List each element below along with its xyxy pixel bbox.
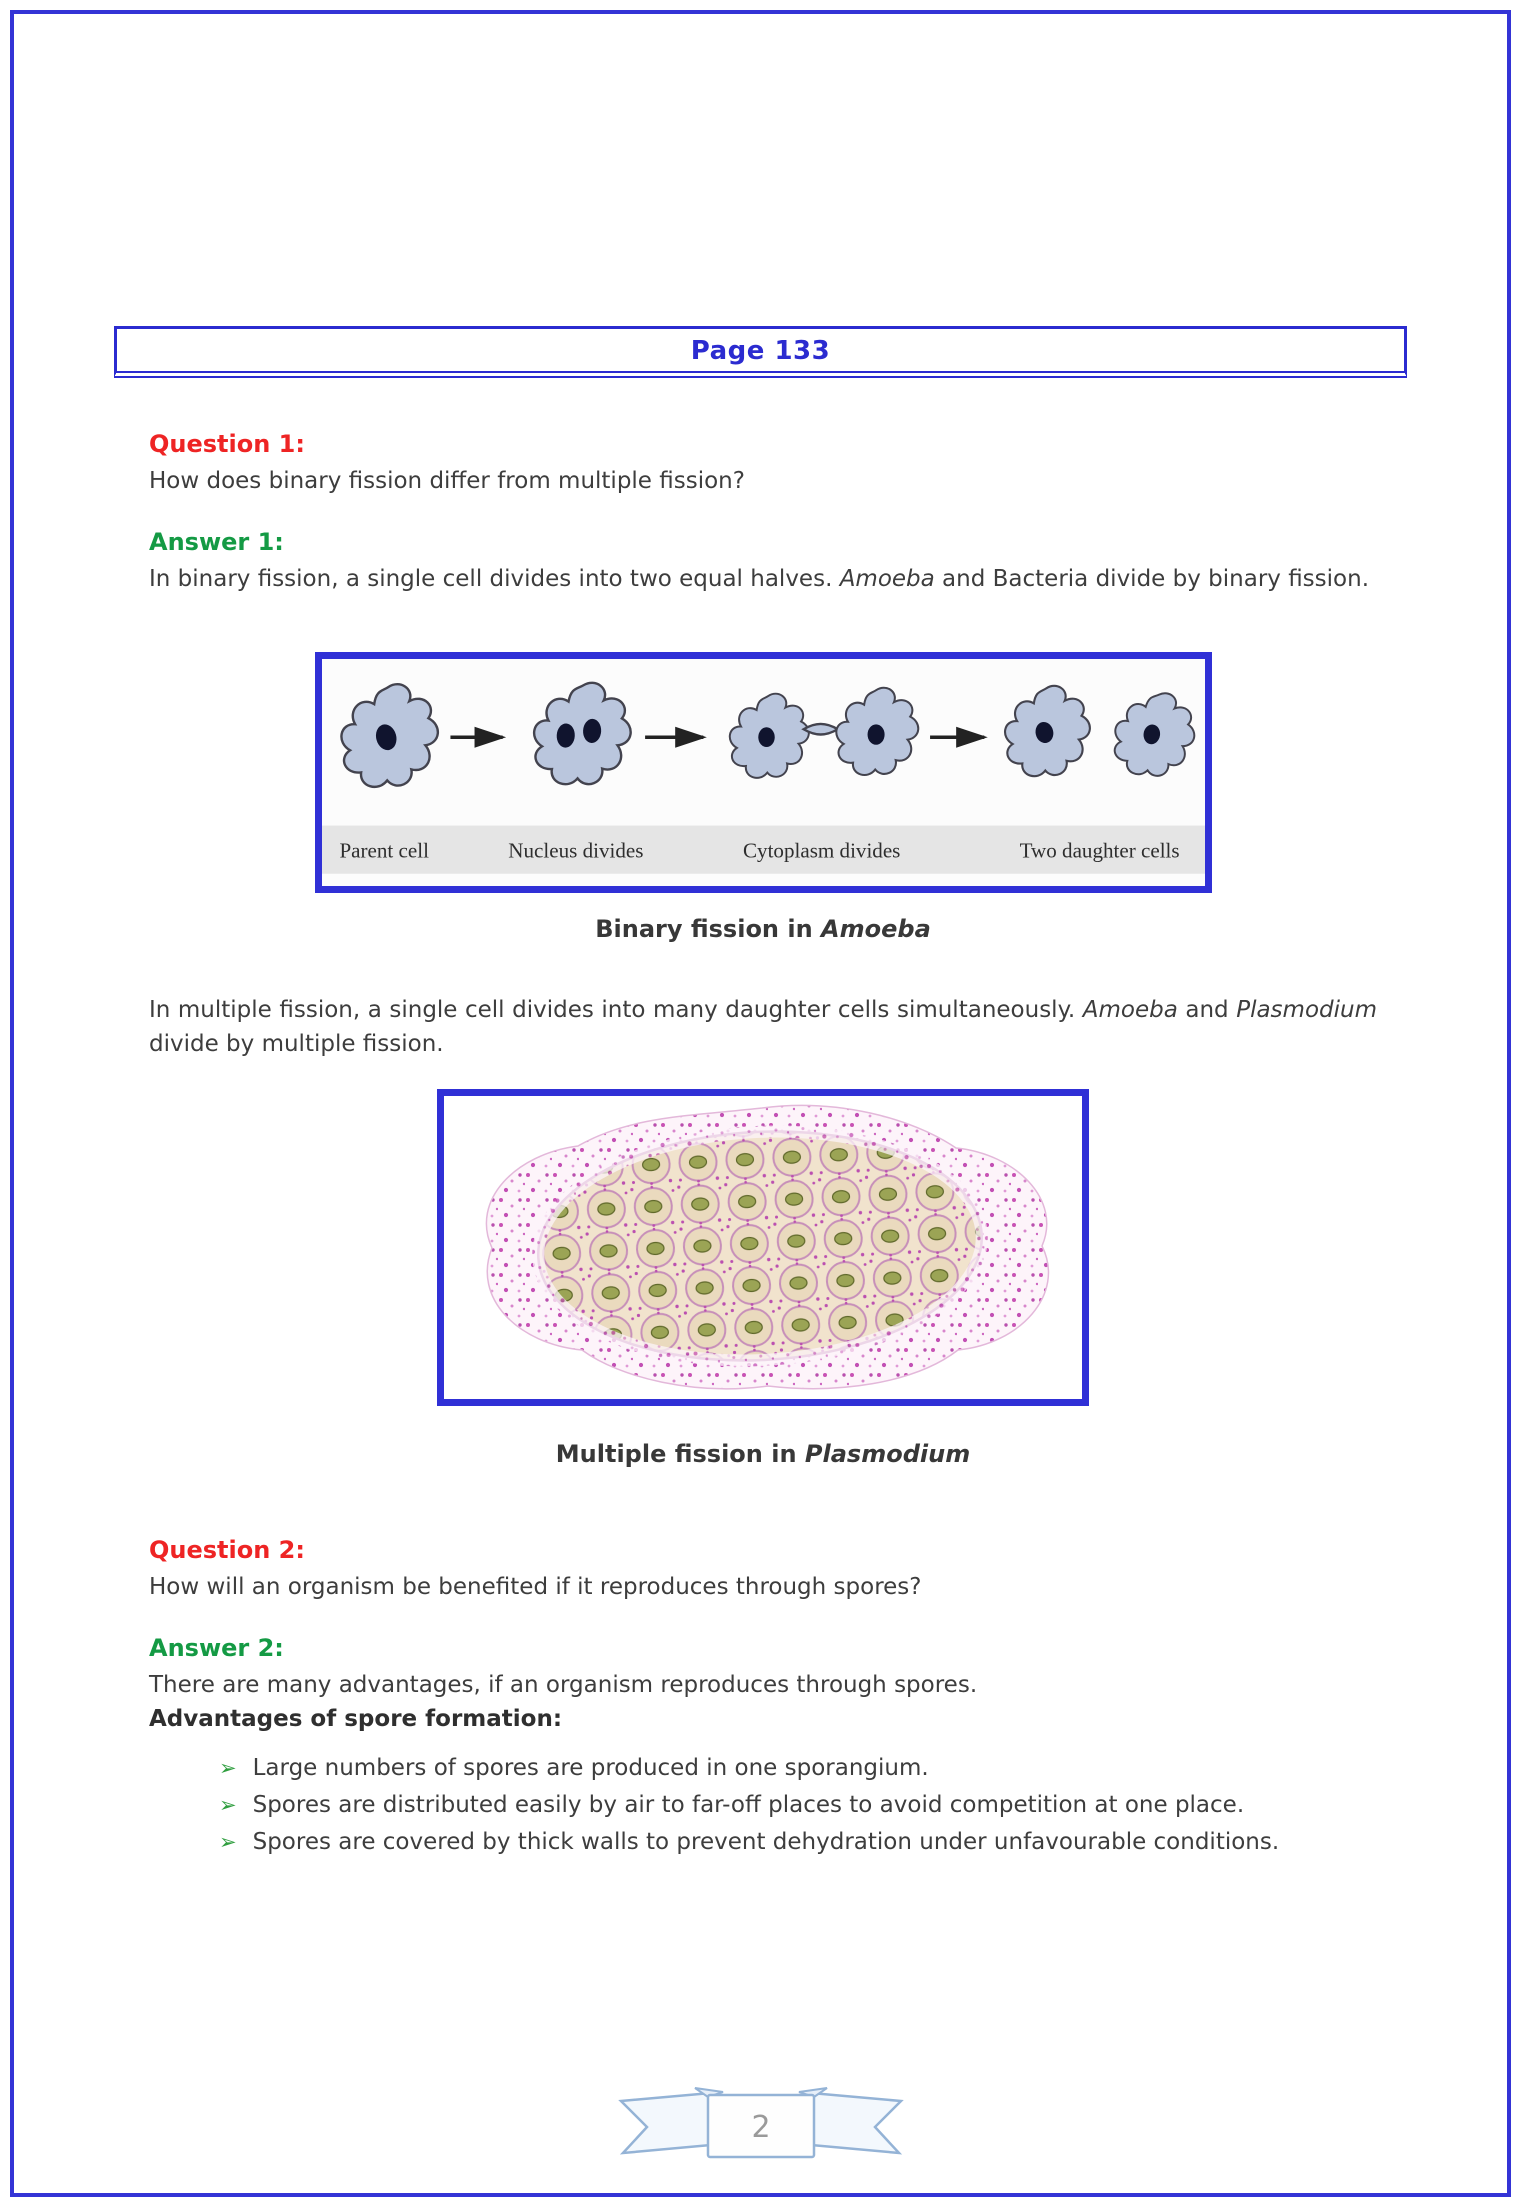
species-plasmodium: Plasmodium [1236, 996, 1377, 1023]
species-amoeba: Amoeba [1082, 996, 1178, 1023]
caption-text: Binary fission in [595, 914, 822, 943]
arrow-bullet-icon: ➢ [219, 1829, 237, 1854]
ribbon-right-flag [811, 2093, 901, 2153]
figure-binary-fission [315, 652, 1212, 893]
answer-1-label: Answer 1: [149, 528, 284, 556]
stage-label-cytoplasm-divides: Cytoplasm divides [742, 838, 900, 863]
figure-caption-binary [149, 915, 1377, 943]
question-1-label: Question 1: [149, 430, 305, 458]
answer-1-part2: and Bacteria divide by binary fission. [934, 566, 1369, 592]
answer-1-paragraph [149, 562, 1377, 596]
answer-1-part1: In binary fission, a single cell divides into two equal halves. [149, 566, 840, 592]
answer-2-intro: There are many advantages, if an organism reproduces through spores. [149, 1671, 978, 1698]
caption-species-plasmodium: Plasmodium [804, 1439, 971, 1468]
multiple-part1: In multiple fission, a single cell divides into many daughter cells simultaneously. [149, 996, 1083, 1023]
list-item-text: Large numbers of spores are produced in one sporangium. [252, 1754, 929, 1781]
figure-multiple-fission [437, 1089, 1089, 1406]
page-content [14, 430, 1507, 1859]
binary-fission-illustration [322, 659, 1205, 886]
list-item [219, 1752, 1377, 1785]
page-number: 2 [750, 2110, 771, 2145]
caption-species-amoeba: Amoeba [821, 914, 931, 943]
stage-label-nucleus-divides: Nucleus divides [507, 838, 643, 863]
page-title: Page 133 [690, 336, 831, 366]
list-item [219, 1789, 1377, 1822]
advantages-heading: Advantages of spore formation: [149, 1705, 563, 1732]
caption-text: Multiple fission in [555, 1439, 805, 1468]
ribbon-banner [611, 2079, 911, 2171]
advantages-list [149, 1752, 1377, 1859]
question-1-text: How does binary fission differ from multiple fission? [149, 468, 745, 494]
page-frame [10, 10, 1511, 2197]
ribbon-left-flag [621, 2093, 711, 2153]
multiple-part2: and [1177, 996, 1237, 1023]
question-2-label: Question 2: [149, 1535, 305, 1564]
stage-label-parent-cell: Parent cell [338, 838, 429, 863]
list-item-text: Spores are covered by thick walls to prevent dehydration under unfavourable conditions. [252, 1828, 1280, 1855]
arrow-bullet-icon: ➢ [219, 1755, 237, 1780]
question-2-text: How will an organism be benefited if it reproduces through spores? [149, 1573, 922, 1600]
page-number-ribbon [611, 2079, 911, 2171]
arrow-bullet-icon: ➢ [219, 1792, 237, 1817]
answer-2-label: Answer 2: [149, 1633, 284, 1662]
list-item-text: Spores are distributed easily by air to far-off places to avoid competition at one place. [252, 1791, 1245, 1818]
species-amoeba: Amoeba [839, 566, 935, 592]
multiple-fission-illustration [444, 1096, 1082, 1399]
list-item [219, 1826, 1377, 1859]
figure-caption-multiple [149, 1440, 1377, 1468]
multiple-part3: divide by multiple fission. [149, 1030, 444, 1057]
paragraph-multiple-fission [149, 993, 1377, 1061]
stage-label-two-daughter-cells: Two daughter cells [1019, 838, 1180, 863]
page-header-box [114, 326, 1407, 378]
